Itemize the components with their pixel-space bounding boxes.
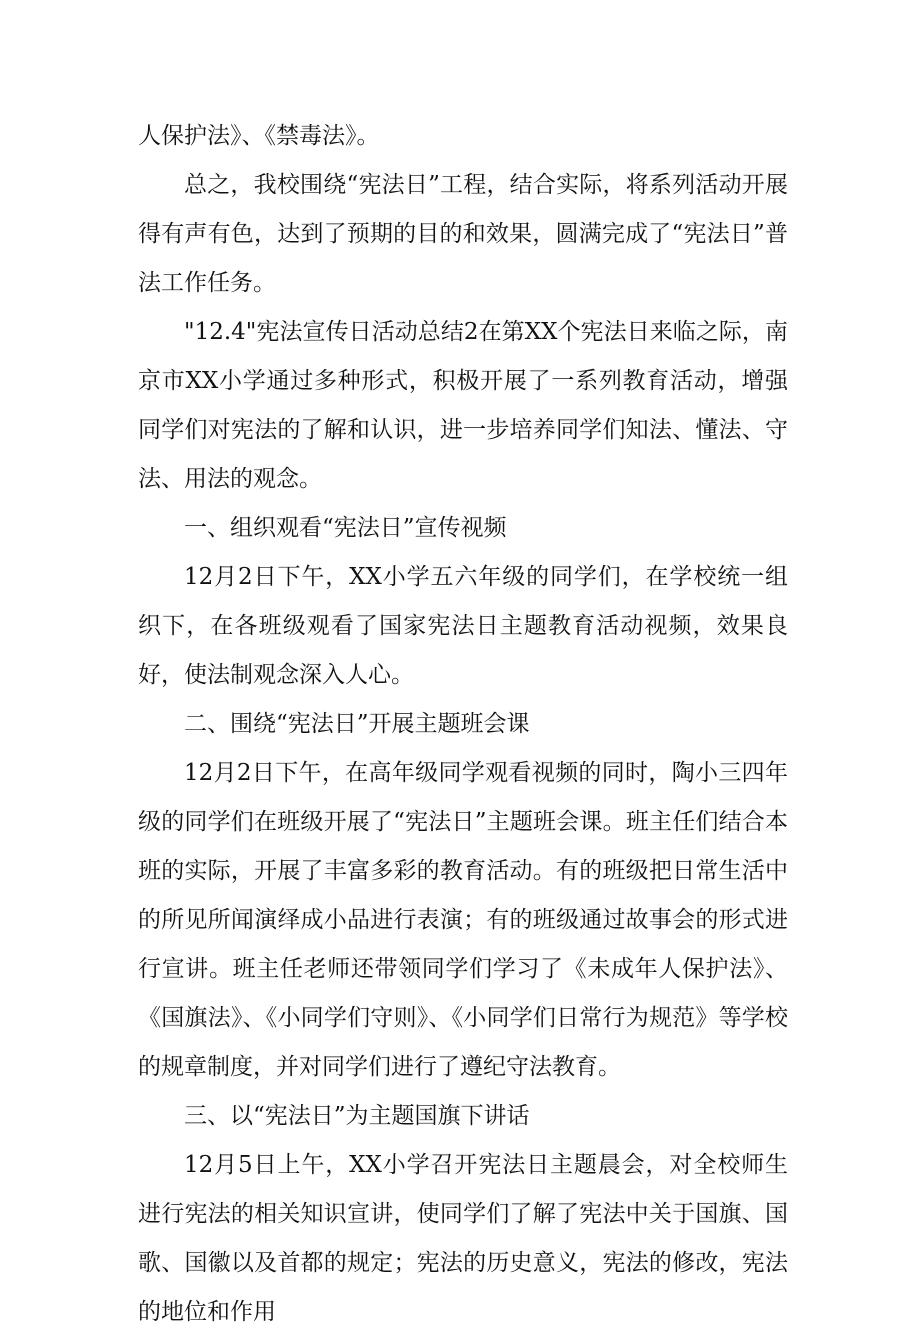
paragraph-section-1: 12月2日下午，XX小学五六年级的同学们，在学校统一组织下，在各班级观看了国家宪法日主题教育活动视频，效果良好，使法制观念深入人心。 xyxy=(138,564,788,688)
section-heading-1: 一、组织观看“宪法日”宣传视频 xyxy=(184,515,507,541)
paragraph-section-3: 12月5日上午，XX小学召开宪法日主题晨会，对全校师生进行宪法的相关知识宣讲，使同学们了解了宪法中关于国旗、国歌、国徽以及首都的规定；宪法的历史意义，宪法的修改，宪法的地位和作用 xyxy=(138,1152,788,1325)
document-body xyxy=(138,112,788,1337)
paragraph-summary: 总之，我校围绕“宪法日”工程，结合实际，将系列活动开展得有声有色，达到了预期的目的和效果，圆满完成了“宪法日”普法工作任务。 xyxy=(138,172,788,296)
paragraph-section-2: 12月2日下午，在高年级同学观看视频的同时，陶小三四年级的同学们在班级开展了“宪法日”主题班会课。班主任们结合本班的实际，开展了丰富多彩的教育活动。有的班级把日常生活中的所见所闻演绎成小品进行表演；有的班级通过故事会的形式进行宣讲。班主任老师还带领同学们学习了《未成年人保护法》、《国旗法》、《小同学们守则》、《小同学们日常行为规范》等学校的规章制度，并对同学们进行了遵纪守法教育。 xyxy=(138,760,788,1080)
section-heading-2: 二、围绕“宪法日”开展主题班会课 xyxy=(184,711,530,737)
section-heading-3: 三、以“宪法日”为主题国旗下讲话 xyxy=(184,1103,530,1129)
paragraph-intro: "12.4"宪法宣传日活动总结2在第XX个宪法日来临之际，南京市XX小学通过多种形式，积极开展了一系列教育活动，增强同学们对宪法的了解和认识，进一步培养同学们知法、懂法、守法、用法的观念。 xyxy=(138,319,788,492)
paragraph-continued: 人保护法》、《禁毒法》。 xyxy=(138,123,380,149)
